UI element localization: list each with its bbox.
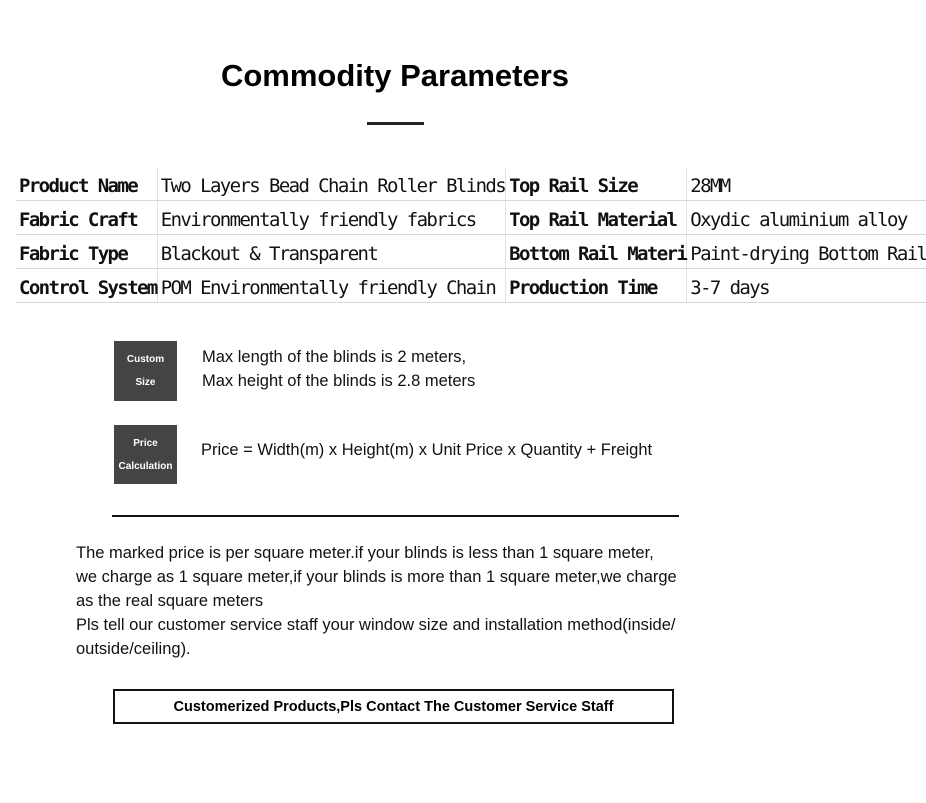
- price-calculation-badge: [114, 425, 177, 484]
- badge-label: Custom: [126, 354, 165, 365]
- title-underline: [367, 122, 424, 125]
- custom-size-text: [202, 345, 475, 393]
- param-value: Two Layers Bead Chain Roller Blinds: [157, 167, 505, 201]
- table-row: [16, 269, 926, 303]
- param-key: Fabric Craft: [16, 201, 157, 235]
- param-value: Oxydic aluminium alloy: [687, 201, 926, 235]
- note-line: we charge as 1 square meter,if your blinds is more than 1 square meter,we charge: [76, 568, 677, 586]
- param-value: 28MM: [687, 167, 926, 201]
- parameters-table: [16, 167, 926, 303]
- param-key: Production Time: [506, 269, 687, 303]
- badge-label: Price: [133, 437, 158, 449]
- contact-service-banner: Customerized Products,Pls Contact The Customer Service Staff: [113, 689, 674, 724]
- table-row: [16, 235, 926, 269]
- badge-label: Calculation: [118, 460, 173, 472]
- param-value: Environmentally friendly fabrics: [157, 201, 505, 235]
- param-key: Top Rail Size: [506, 167, 687, 201]
- param-key: Fabric Type: [16, 235, 157, 269]
- param-key: Top Rail Material: [506, 201, 687, 235]
- custom-size-line: Max length of the blinds is 2 meters,: [202, 348, 467, 366]
- note-line: as the real square meters: [76, 592, 264, 610]
- table-row: [16, 167, 926, 201]
- param-key: Bottom Rail Materi: [506, 235, 687, 269]
- param-value: Blackout & Transparent: [157, 235, 505, 269]
- param-key: Product Name: [16, 167, 157, 201]
- note-line: The marked price is per square meter.if your blinds is less than 1 square meter,: [76, 544, 654, 562]
- custom-size-badge: [114, 341, 177, 401]
- note-line: Pls tell our customer service staff your window size and installation method(inside/: [76, 616, 676, 634]
- param-value: POM Environmentally friendly Chain: [157, 269, 505, 303]
- pricing-notes: [76, 541, 756, 661]
- param-key: Control System: [16, 269, 157, 303]
- table-row: [16, 201, 926, 235]
- note-line: outside/ceiling).: [76, 640, 191, 658]
- price-formula: Price = Width(m) x Height(m) x Unit Price x Quantity + Freight: [201, 441, 653, 459]
- custom-size-line: Max height of the blinds is 2.8 meters: [202, 372, 476, 390]
- badge-label: Size: [135, 377, 156, 388]
- page-title: Commodity Parameters: [220, 58, 569, 93]
- param-value: 3-7 days: [687, 269, 926, 303]
- param-value: Paint-drying Bottom Rail: [687, 235, 926, 269]
- divider: [112, 515, 679, 517]
